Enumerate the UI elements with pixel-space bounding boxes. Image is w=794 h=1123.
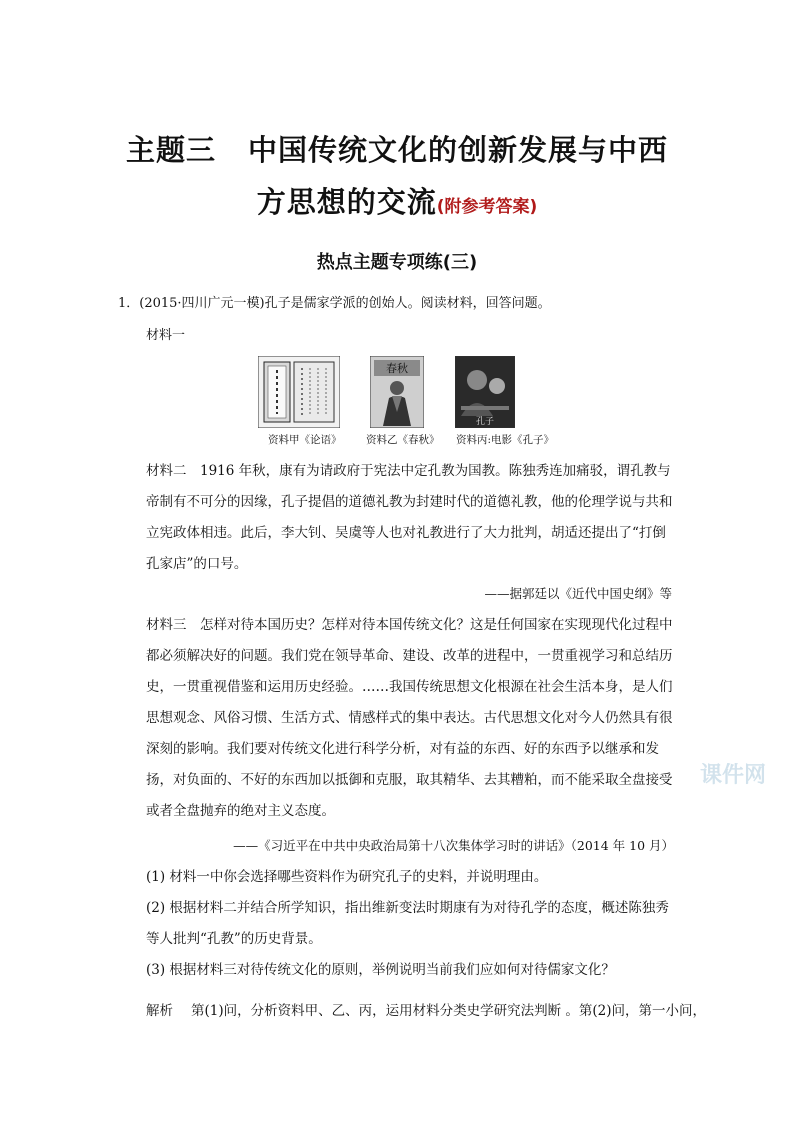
- film-poster-icon: [455, 356, 515, 428]
- answer-note: (附参考答案): [436, 197, 538, 217]
- title-topic-name: 中国传统文化的创新发展与中西: [248, 133, 669, 167]
- material2-text: 材料二 1916 年秋，康有为请政府于宪法中定孔教为国教。陈独秀连加痛驳，谓孔教与帝制有不可分的因缘，孔子提倡的道德礼教为封建时代的道德礼教，他的伦理学说与共和立宪政体相违。此后，李大钊、吴虞等人也对礼教进行了大力批判，胡适还提出了“打倒孔家店”的口号。: [146, 463, 673, 572]
- sub-question-2: (2) 根据材料二并结合所学知识，指出维新变法时期康有为对待孔学的态度，概述陈独秀等人批判“孔教”的历史背景。: [146, 900, 669, 947]
- title-continuation: 方思想的交流: [256, 185, 437, 219]
- analysis-text: 第(1)问，分析资料甲、乙、丙，运用材料分类史学研究法判断 。第(2)问，第一小问，: [191, 1003, 707, 1019]
- watermark: 课件网: [700, 763, 767, 788]
- page-title-line2: [0, 180, 794, 221]
- portrait-icon: [370, 356, 424, 428]
- cover-title-chunqiu: 春秋: [386, 362, 408, 375]
- sub-question-3: (3) 根据材料三对待传统文化的原则，举例说明当前我们应如何对待儒家文化？: [146, 962, 615, 978]
- title-topic-number: 主题三: [125, 133, 216, 167]
- question-stem: 1．(2015·四川广元一模)孔子是儒家学派的创始人。阅读材料，回答问题。: [118, 296, 551, 311]
- book-icon: [258, 356, 340, 428]
- figure-caption-chunqiu: 资料乙《春秋》: [366, 434, 440, 446]
- material1-label: 材料一: [146, 328, 186, 343]
- sub-question-1: (1) 材料一中你会选择哪些资料作为研究孔子的史料，并说明理由。: [146, 869, 548, 885]
- page-title-line1: [0, 128, 794, 169]
- analysis-label: 解析: [146, 1003, 173, 1019]
- figure-caption-film: 资料丙:电影《孔子》: [456, 434, 555, 446]
- poster-title-kongzi: 孔子: [475, 417, 495, 427]
- section-subtitle: 热点主题专项练(三): [316, 252, 478, 273]
- material3-source: ——《习近平在中共中央政治局第十八次集体学习时的讲话》（2014 年 10 月）: [233, 838, 674, 853]
- analysis: [146, 996, 707, 1026]
- material3-text: 材料三 怎样对待本国历史？怎样对待本国传统文化？这是任何国家在实现现代化过程中都必须解决好的问题。我们党在领导革命、建设、改革的进程中，一贯重视学习和总结历史，一贯重视借鉴和运用历史经验。……我国传统思想文化根源在社会生活本身，是人们思想观念、风俗习惯、生活方式、情感样式的集中表达。古代思想文化对今人仍然具有很深刻的影响。我们要对传统文化进行科学分析，对有益的东西、好的东西予以继承和发扬，对负面的、不好的东西加以抵御和克服，取其精华、去其糟粕，而不能采取全盘接受或者全盘抛弃的绝对主义态度。: [146, 617, 673, 819]
- material2-source: ——据郭廷以《近代中国史纲》等: [484, 586, 672, 601]
- figure-caption-lunyu: 资料甲《论语》: [268, 434, 342, 446]
